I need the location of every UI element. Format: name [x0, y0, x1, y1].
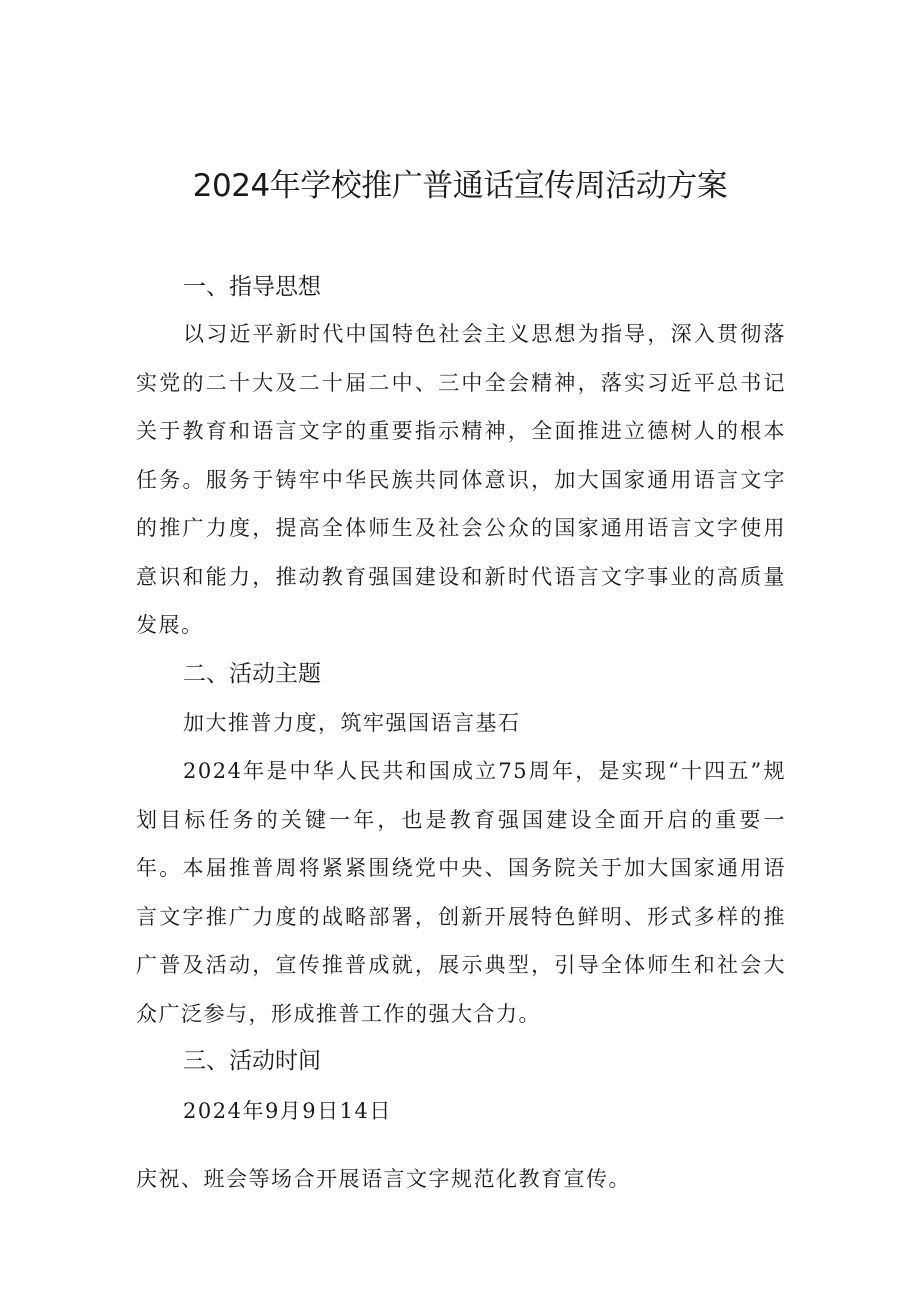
section-body-activity-theme: 2024年是中华人民共和国成立75周年，是实现“十四五”规划目标任务的关键一年，也是教育强国建设全面开启的重要一年。本届推普周将紧紧围绕党中央、国务院关于加大国家通用语言文字推广力度的战略部署，创新开展特色鲜明、形式多样的推广普及活动，宣传推普成就，展示典型，引导全体师生和社会大众广泛参与，形成推普工作的强大合力。 — [136, 759, 786, 1026]
activity-date-text: 2024年9月9日14日 — [183, 1099, 392, 1123]
section-heading-activity-time: 三、活动时间 — [183, 1048, 321, 1074]
section-heading-activity-theme: 二、活动主题 — [183, 661, 321, 687]
section-heading-guiding-ideology: 一、指导思想 — [183, 274, 321, 300]
activity-theme-text: 加大推普力度，筑牢强国语言基石 — [183, 711, 521, 735]
document-title: 2024年学校推广普通话宣传周活动方案 — [192, 168, 728, 204]
trailing-paragraph-text: 庆祝、班会等场合开展语言文字规范化教育宣传。 — [136, 1167, 631, 1191]
section-body-guiding-ideology: 以习近平新时代中国特色社会主义思想为指导，深入贯彻落实党的二十大及二十届二中、三中全会精神，落实习近平总书记关于教育和语言文字的重要指示精神，全面推进立德树人的根本任务。服务于铸牢中华民族共同体意识，加大国家通用语言文字的推广力度，提高全体师生及社会公众的国家通用语言文字使用意识和能力，推动教育强国建设和新时代语言文字事业的高质量发展。 — [136, 322, 786, 637]
